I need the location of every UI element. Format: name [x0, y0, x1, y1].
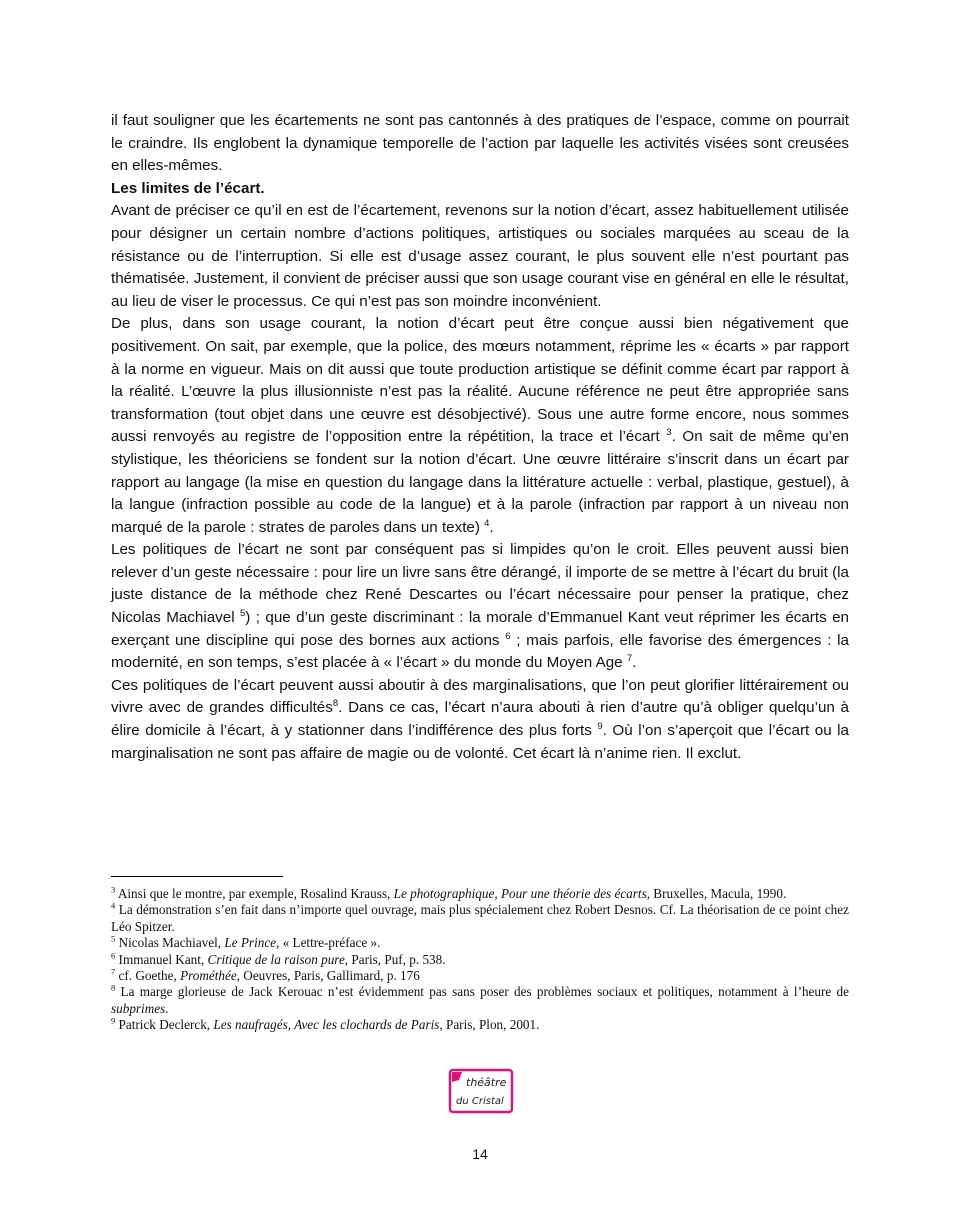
footnote-8: [111, 984, 849, 1017]
footnote-ref-8[interactable]: 8: [332, 698, 339, 710]
footnote-5: [111, 935, 849, 951]
footnotes: [111, 886, 849, 1034]
logo-line-2: du Cristal: [456, 1096, 504, 1107]
footnote-title: Le Prince: [224, 935, 277, 951]
footnote-title: subprimes: [111, 1000, 166, 1016]
logo-line-1: théâtre: [466, 1076, 507, 1089]
footnote-number: 7: [111, 966, 116, 977]
footnote-text: Immanuel Kant,: [115, 951, 208, 967]
footnote-number: 3: [111, 884, 116, 895]
footnote-6: [111, 952, 849, 968]
footnote-ref-3[interactable]: 3: [666, 427, 672, 439]
paragraph-3: [111, 313, 849, 539]
footnote-number: 6: [111, 950, 116, 961]
paragraph-2-text: Avant de préciser ce qu’il en est de l’écartement, revenons sur la notion d’écart, assez habituellement utilisée pour désigner un certain nombre d’actions politiques, artistiques ou sociales marquées au sceau de la résistance ou de l’interruption. Si elle est d’usage assez courant, le plus souvent elle n’est pourtant pas thématisée. Justement, il convient de préciser aussi que son usage courant vise en général en elle le résultat, au lieu de viser le processus. Ce qui n’est pas son moindre inconvénient.: [111, 202, 849, 310]
paragraph-4-text-b: ) ; que d’un geste discriminant : la morale d’Emmanuel Kant veut réprimer les écarts en exerçant une discipline qui pose des bornes aux actions: [111, 609, 849, 649]
paragraph-1-text: il faut souligner que les écartements ne sont pas cantonnés à des pratiques de l’espace, comme on pourrait le craindre. Ils englobent la dynamique temporelle de l’action par laquelle les activités visées sont creusées en elles-mêmes.: [111, 112, 849, 175]
footnote-text: , Oeuvres, Paris, Gallimard, p. 176: [236, 968, 420, 984]
footnote-number: 5: [111, 933, 116, 944]
footnote-3: [111, 886, 849, 902]
footnote-text: , Paris, Plon, 2001.: [439, 1017, 540, 1033]
footnote-7: [111, 968, 849, 984]
footnote-text: , Paris, Puf, p. 538.: [344, 951, 446, 967]
section-heading: Les limites de l’écart.: [111, 179, 265, 197]
footnote-text: , Bruxelles, Macula, 1990.: [646, 886, 787, 901]
footnote-title: Les naufragés, Avec les clochards de Paris: [213, 1017, 440, 1033]
footnote-ref-9[interactable]: 9: [597, 720, 603, 732]
paragraph-5: [111, 675, 849, 765]
footnote-text: Nicolas Machiavel,: [115, 935, 225, 951]
footnote-text: Patrick Declerck,: [115, 1017, 214, 1033]
paragraph-2: [111, 200, 849, 313]
page-number: 14: [472, 1146, 488, 1162]
paragraph-3-text-c: .: [489, 518, 494, 536]
body-text: [111, 110, 849, 765]
footnote-number: 4: [111, 901, 116, 912]
footnote-divider: [111, 876, 283, 877]
footnote-title: Prométhée: [180, 968, 237, 984]
footnote-text: , « Lettre-préface ».: [276, 935, 381, 951]
paragraph-5-text-a: Ces politiques de l’écart peuvent aussi aboutir à des marginalisations, que l’on peut glorifier littérairement ou vivre avec de grandes difficultés: [111, 676, 849, 717]
paragraph-4-text-c: ; mais parfois, elle favorise des émergences : la modernité, en son temps, s’est placée à « l’écart » du monde du Moyen Age: [111, 631, 849, 672]
paragraph-5-text-c: . Où l’on s’aperçoit que l’écart ou la marginalisation ne sont pas affaire de magie ou de volonté. Cet écart là n’anime rien. Il exclut.: [111, 722, 849, 762]
footnote-title: Critique de la raison pure: [207, 951, 345, 967]
footnote-text: cf. Goethe,: [115, 968, 181, 984]
footnote-title: Le photographique, Pour une théorie des écarts: [393, 886, 647, 901]
paragraph-4-text-a: Les politiques de l’écart ne sont par conséquent pas si limpides qu’on le croit. Elles peuvent aussi bien relever d’un geste nécessaire : pour lire un livre sans être dérangé, il importe de se mettre à l’écart du bruit (la juste distance de la méthode chez René Descartes ou l’écart nécessaire pour penser la pratique, chez Nicolas Machiavel: [111, 541, 849, 627]
footnote-ref-7[interactable]: 7: [626, 653, 633, 665]
theatre-du-cristal-logo: [448, 1068, 514, 1114]
footnote-text: .: [165, 1000, 169, 1016]
paragraph-1: [111, 110, 849, 178]
footnote-text: La démonstration s’en fait dans n’importe quel ouvrage, mais plus spécialement chez Robert Desnos. Cf. La théorisation de ce point chez Léo Spitzer.: [111, 902, 849, 934]
paragraph-4: [111, 539, 849, 675]
paragraph-5-text-b: . Dans ce cas, l’écart n’aura abouti à rien d’autre qu’à obliger quelqu’un à élire domicile à l’écart, à y stationner dans l’indifférence des plus forts: [111, 699, 849, 740]
footnote-text: Ainsi que le montre, par exemple, Rosalind Krauss,: [115, 886, 394, 901]
footnote-number: 8: [111, 983, 116, 994]
footnote-4: [111, 902, 849, 935]
footnote-number: 9: [111, 1015, 116, 1026]
footnote-ref-6[interactable]: 6: [505, 630, 511, 642]
footnote-ref-5[interactable]: 5: [240, 608, 246, 619]
footnote-9: [111, 1017, 849, 1033]
paragraph-3-text-b: . On sait de même qu’en stylistique, les théoriciens se fondent sur la notion d’écart. Une œuvre littéraire s’inscrit dans un écart par rapport au langage (la mise en question du langage dans la littérature actuelle : verbal, plastique, gestuel), à la langue (infraction possible au code de la langue) et à la parole (infraction par rapport à un niveau non marqué de la parole : strates de paroles dans un texte): [111, 428, 849, 536]
paragraph-3-text-a: De plus, dans son usage courant, la notion d’écart peut être conçue aussi bien négativement que positivement. On sait, par exemple, que la police, des mœurs notamment, réprime les « écarts » par rapport à la norme en vigueur. Mais on dit aussi que toute production artistique se définit comme écart par rapport à la réalité. L’œuvre la plus illusionniste n’est pas la réalité. Aucune référence ne peut être appropriée sans transformation (tout objet dans une œuvre est désobjectivé). Sous une autre forme encore, nous sommes aussi renvoyés au registre de l’opposition entre la répétition, la trace et l’écart: [111, 315, 849, 446]
footnote-ref-4[interactable]: 4: [484, 517, 490, 529]
footnote-text: La marge glorieuse de Jack Kerouac n’est évidemment pas sans poser des problèmes sociaux et politiques, notamment à l’heure de: [115, 984, 849, 1000]
paragraph-4-text-d: .: [632, 654, 637, 672]
